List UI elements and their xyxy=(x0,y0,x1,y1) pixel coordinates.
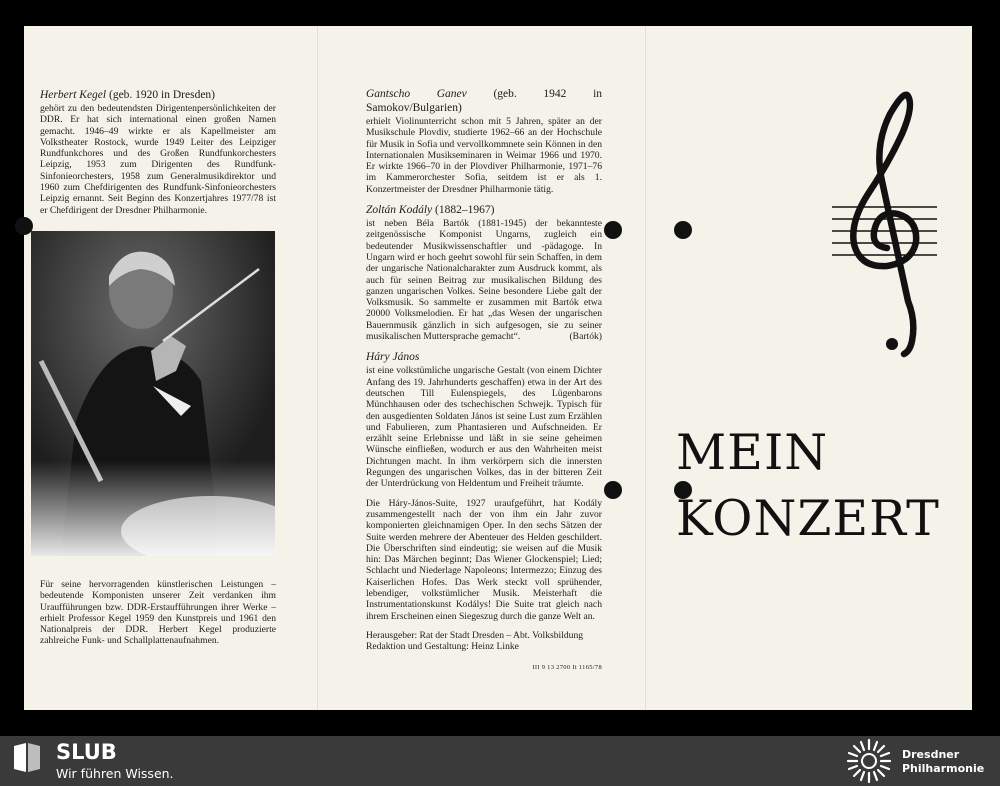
kegel-bio-text: gehört zu den bedeutendsten Dirigentenpersönlichkeiten der DDR. Er hat sich international einen großen Namen gemacht. 1946–49 wirkte er als Kapellmeister am Volkstheater Rostock, wurde 1949 Leiter des Leipziger Rundfunkchores und des Großen Rundfunkorchesters Leipzig, 1953 zum Dirigenten des Rundfunk-Sinfonieorchesters, 1958 zum Generalmusikdirektor und 1960 zum Chefdirigenten des Rundfunk-Sinfonieorchesters Leipzig ernannt. Seit Beginn des Konzertjahres 1977/78 ist er Chefdirigent der Dresdner Philharmonie. xyxy=(40,103,276,216)
brochure-sheet xyxy=(24,26,972,710)
kodaly-section xyxy=(366,203,602,342)
kodaly-name: Zoltán Kodály xyxy=(366,204,433,217)
hary-section xyxy=(366,350,602,489)
hary-text-1: ist eine volkstümliche ungarische Gestalt (von einem Dichter Anfang des 19. Jahrhunderts geschaffen) etwa in der Art des deutschen Till Eulenspiegels, des Lügenbarons Münchhausen oder des tschechischen Schwejk. Typisch für den ausgedienten Soldaten János ist seine Lust zum Erzählen und Fabulieren, zum Phantasieren und Aufschneiden. Er erzählt seine Erlebnisse und läßt in sie seine geheimen Wünsche einfließen, wodurch er aus den Wahrheiten meist Dichtungen macht. In ihm verkörpern sich die innersten Regungen des ungarischen Volkes, das in der bitteren Zeit der Unterdrückung von Heldentum und Freiheit träumte. xyxy=(366,365,602,490)
title-mein: MEIN xyxy=(676,424,829,481)
conductor-photo-image xyxy=(31,231,275,556)
philharmonie-name[interactable] xyxy=(902,748,984,776)
print-code: III 9 13 2700 It 1165/78 xyxy=(532,664,602,672)
slub-name[interactable]: SLUB xyxy=(56,740,117,764)
ganev-name: Gantscho Ganev xyxy=(366,88,467,100)
fold-line-left xyxy=(317,26,318,710)
slub-logo-icon[interactable] xyxy=(12,742,42,774)
philharmonie-name-line-2: Philharmonie xyxy=(902,762,985,775)
hary-title: Háry János xyxy=(366,351,420,364)
kodaly-years: (1882–1967) xyxy=(435,204,495,217)
fold-line-right xyxy=(645,26,646,710)
kodaly-quote-source: (Bartók) xyxy=(569,331,602,343)
kegel-birth: (geb. 1920 in Dresden) xyxy=(108,89,216,101)
treble-clef-icon xyxy=(832,86,942,358)
ganev-section xyxy=(366,87,602,195)
punch-hole xyxy=(604,481,622,499)
editor-line: Redaktion und Gestaltung: Heinz Linke xyxy=(366,641,519,653)
punch-hole xyxy=(674,221,692,239)
publisher-line: Herausgeber: Rat der Stadt Dresden – Abt. Volksbildung xyxy=(366,629,584,641)
hary-suite-text: Die Háry-János-Suite, 1927 uraufgeführt, hat Kodály zusammengestellt nach der von ihm ein Jahr zuvor komponierten gleichnamigen Oper. In den sechs Sätzen der Suite werden mehrere der Abenteuer des Helden geschildert. Die Überschriften sind eindeutig; sie weisen auf die Musik hin: Das Märchen beginnt; Das Wiener Glockenspiel; Lied; Schlacht und Niederlage Napoleons; Intermezzo; Einzug des Kaiserlichen Hofes. Das Werk steckt voll sprühender, lebendiger, volkstümlicher Musik. Meisterhaft die Instrumentationskunst Kodálys! Die Suite trat gleich nach ihrem Erscheinen einen Siegeszug durch die ganze Welt an. xyxy=(366,497,602,622)
kegel-bio xyxy=(40,88,276,216)
panel-middle xyxy=(366,87,602,674)
kegel-caption: Für seine hervorragenden künstlerischen Leistungen – bedeutende Komponisten unserer Zeit verdanken ihm Uraufführungen bzw. DDR-Erstaufführungen ihrer Werke – erhielt Professor Kegel 1959 den Kunstpreis und 1961 den Nationalpreis der DDR. Herbert Kegel produzierte zahlreiche Funk- und Schallplattenaufnahmen. xyxy=(40,579,276,647)
kegel-name: Herbert Kegel xyxy=(40,89,107,101)
title-konzert: KONZERT xyxy=(676,490,940,547)
philharmonie-logo-icon[interactable] xyxy=(844,737,894,785)
punch-hole xyxy=(604,221,622,239)
kodaly-text: ist neben Béla Bartók (1881-1945) der bekannteste zeitgenössische Komponist Ungarns, zugleich ein bedeutender Musikwissenschaftler und -pädagoge. In Ungarn wird er hoch geehrt sowohl für sein Schaffen, in dem der ungarische Nationalcharakter zum Ausdruck kommt, als auch für seinen Beitrag zur musikalischen Bildung des ganzen ungarischen Volkes. Seine besondere Liebe galt der Volksmusik. So sammelte er zusammen mit Bartók etwa 20000 Volksmelodien. Er hat „das Wesen der ungarischen Bauernmusik gänzlich in sich aufgesogen, sie zu seiner musikalischen Muttersprache gemacht“. xyxy=(366,218,602,343)
slub-tagline: Wir führen Wissen. xyxy=(56,766,174,781)
ganev-birth: (geb. 1942 in Samokov/Bulgarien) xyxy=(366,88,603,114)
philharmonie-name-line-1: Dresdner xyxy=(902,748,960,761)
ganev-text: erhielt Violinunterricht schon mit 5 Jahren, später an der Musikschule Plovdiv, studierte 1962–66 an der Hochschule für Musik in Sofia und vervollkommnete sein Können in den Internationalen Musikseminaren in Weimar 1966 und 1970. Er wirkte 1966–70 in der Plovdiver Philharmonie, 1971–76 im Kammerorchester Sofia, seitdem ist er als 1. Konzertmeister der Dresdner Philharmonie tätig. xyxy=(366,116,602,195)
conductor-photo xyxy=(31,231,275,556)
